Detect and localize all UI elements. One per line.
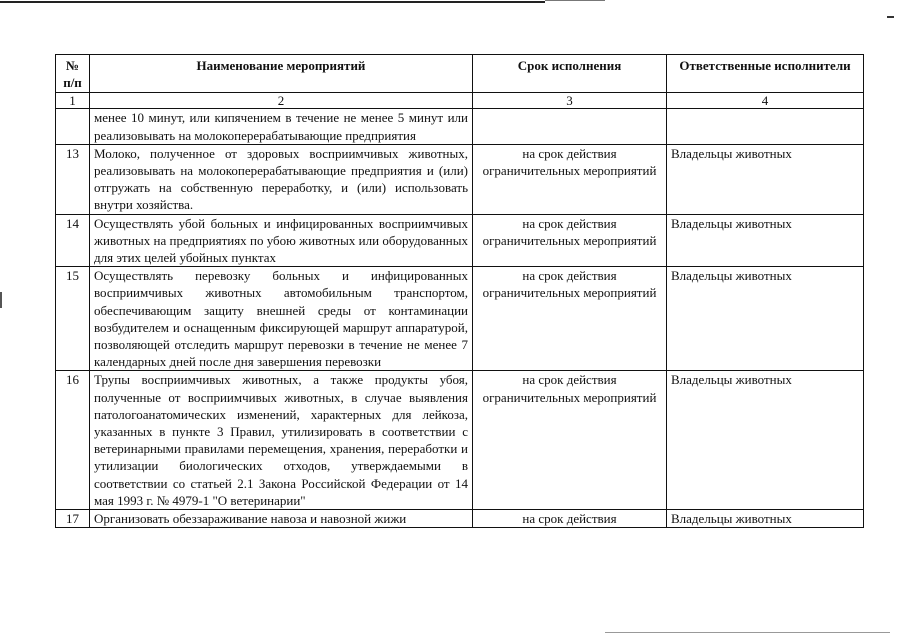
table-row xyxy=(56,267,864,371)
scan-artifact-bottom-line xyxy=(605,632,890,633)
measures-table xyxy=(55,54,864,528)
scan-artifact-mark xyxy=(887,16,894,18)
row-term: на срок действия ограничительных мероприятий xyxy=(473,371,667,510)
row-description: менее 10 минут, или кипячением в течение не менее 5 минут или реализовывать на молокоперерабатывающие предприятия xyxy=(90,109,473,144)
row-description: Организовать обеззараживание навоза и навозной жижи xyxy=(90,510,473,528)
table-row xyxy=(56,214,864,267)
row-responsible: Владельцы животных xyxy=(667,214,864,267)
column-number-row xyxy=(56,93,864,109)
row-description: Молоко, полученное от здоровых восприимчивых животных, реализовывать на молокоперерабатывающие предприятия и (или) отгружать на собственную переработку, и (или) использовать внутри хозяйства. xyxy=(90,144,473,214)
header-name: Наименование мероприятий xyxy=(90,55,473,93)
row-description: Осуществлять убой больных и инфицированных восприимчивых животных на предприятиях по убою животных или оборудованных для этих целей убойных пунктах xyxy=(90,214,473,267)
table-row xyxy=(56,371,864,510)
row-description: Осуществлять перевозку больных и инфицированных восприимчивых животных автомобильным транспортом, обеспечивающим защиту внешней среды от контаминации возбудителем и оснащенным фиксирующей маршрут аппаратурой, позволяющей отследить маршрут перевозки в течение не менее 7 календарных дней после дня завершения перевозки xyxy=(90,267,473,371)
row-responsible: Владельцы животных xyxy=(667,267,864,371)
header-responsible: Ответственные исполнители xyxy=(667,55,864,93)
row-term: на срок действия ограничительных мероприятий xyxy=(473,267,667,371)
row-responsible: Владельцы животных xyxy=(667,144,864,214)
column-number-1: 1 xyxy=(56,93,90,109)
row-number xyxy=(56,109,90,144)
header-number: № п/п xyxy=(56,55,90,93)
row-number: 15 xyxy=(56,267,90,371)
row-number: 13 xyxy=(56,144,90,214)
row-number: 14 xyxy=(56,214,90,267)
row-term: на срок действия ограничительных мероприятий xyxy=(473,144,667,214)
row-responsible: Владельцы животных xyxy=(667,510,864,528)
row-description: Трупы восприимчивых животных, а также продукты убоя, полученные от восприимчивых животных, в случае выявления патологоанатомических изменений, характерных для лейкоза, указанных в пункте 3 Правил, утилизировать в соответствии с ветеринарными правилами перемещения, хранения, переработки и утилизации биологических отходов, утверждаемыми в соответствии со статьей 2.1 Закона Российской Федерации от 14 мая 1993 г. № 4979-1 "О ветеринарии" xyxy=(90,371,473,510)
column-number-3: 3 xyxy=(473,93,667,109)
table-row xyxy=(56,109,864,144)
table-row xyxy=(56,144,864,214)
row-responsible xyxy=(667,109,864,144)
column-number-4: 4 xyxy=(667,93,864,109)
scan-artifact-left-edge xyxy=(0,292,2,308)
row-term: на срок действия ограничительных мероприятий xyxy=(473,214,667,267)
row-number: 16 xyxy=(56,371,90,510)
row-term: на срок действия xyxy=(473,510,667,528)
column-number-2: 2 xyxy=(90,93,473,109)
row-number: 17 xyxy=(56,510,90,528)
row-term xyxy=(473,109,667,144)
table-header-row xyxy=(56,55,864,93)
table-row xyxy=(56,510,864,528)
row-responsible: Владельцы животных xyxy=(667,371,864,510)
scan-artifact-top-line-faint xyxy=(545,0,605,1)
scan-artifact-top-line xyxy=(0,1,545,3)
header-term: Срок исполнения xyxy=(473,55,667,93)
